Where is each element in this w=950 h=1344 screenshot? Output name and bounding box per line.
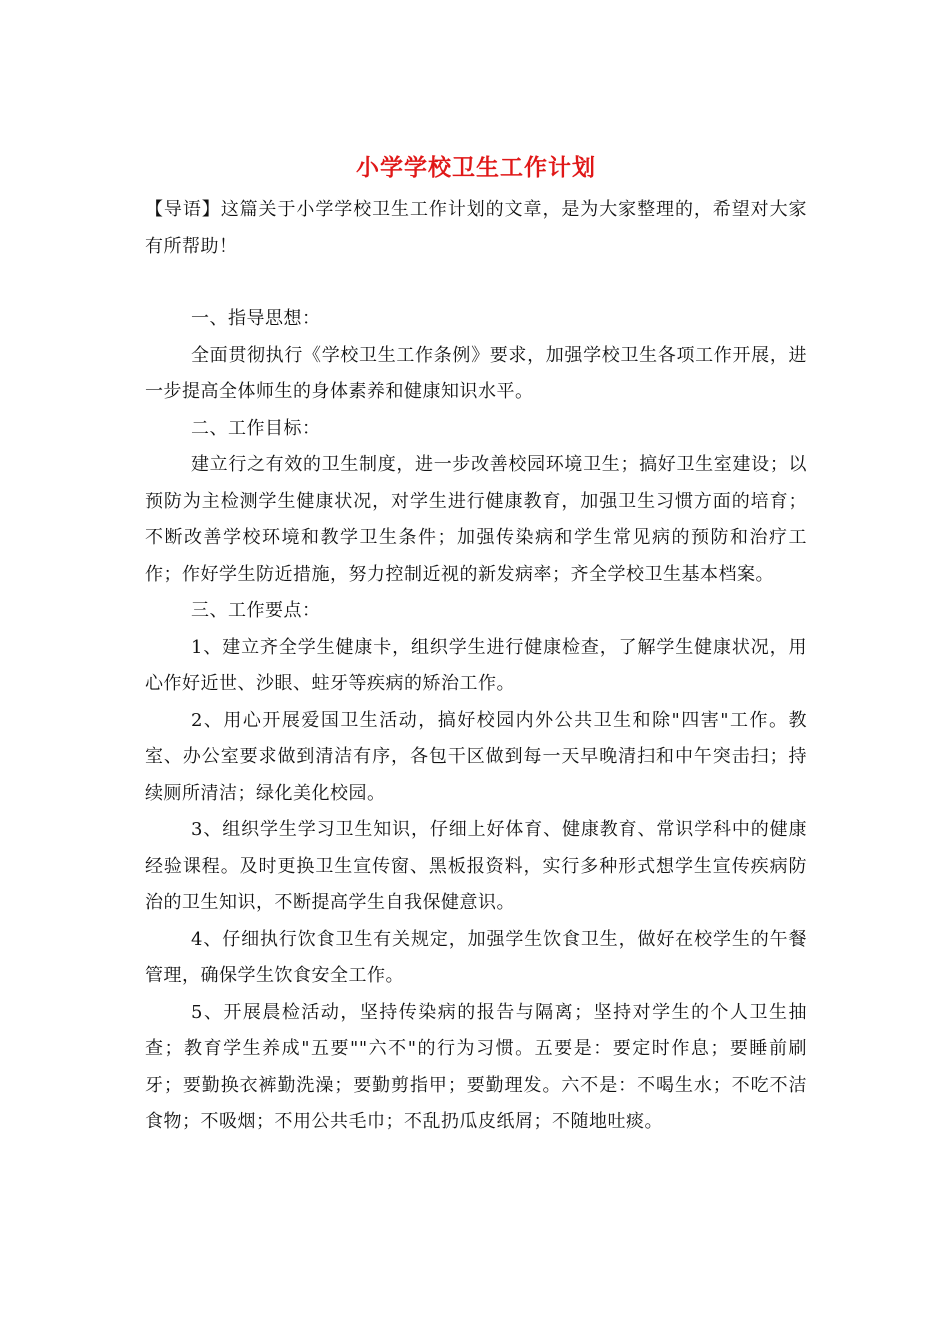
work-point-item: 5、开展晨检活动，坚持传染病的报告与隔离；坚持对学生的个人卫生抽查；教育学生养成"五要""六不"的行为习惯。五要是：要定时作息；要睡前刷牙；要勤换衣裤勤洗澡；要勤剪指甲；要勤理发。六不是：不喝生水；不吃不洁食物；不吸烟；不用公共毛巾；不乱扔瓜皮纸屑；不随地吐痰。 xyxy=(145,1001,807,1132)
document-page xyxy=(145,148,807,1141)
section-body-guiding-ideology: 全面贯彻执行《学校卫生工作条例》要求，加强学校卫生各项工作开展，进一步提高全体师生的身体素养和健康知识水平。 xyxy=(145,344,807,402)
work-point-item: 1、建立齐全学生健康卡，组织学生进行健康检查，了解学生健康状况，用心作好近世、沙眼、蛀牙等疾病的矫治工作。 xyxy=(145,636,807,694)
section-heading-work-points: 三、工作要点： xyxy=(191,600,321,621)
document-title: 小学学校卫生工作计划 xyxy=(356,154,596,181)
work-point-item: 2、用心开展爱国卫生活动，搞好校园内外公共卫生和除"四害"工作。教室、办公室要求做到清洁有序，各包干区做到每一天早晚清扫和中午突击扫；持续厕所清洁；绿化美化校园。 xyxy=(145,709,807,804)
section-body-work-goals: 建立行之有效的卫生制度，进一步改善校园环境卫生；搞好卫生室建设；以预防为主检测学生健康状况，对学生进行健康教育，加强卫生习惯方面的培育；不断改善学校环境和教学卫生条件；加强传染病和学生常见病的预防和治疗工作；作好学生防近措施，努力控制近视的新发病率；齐全学校卫生基本档案。 xyxy=(145,454,807,585)
section-heading-guiding-ideology: 一、指导思想： xyxy=(191,308,321,329)
intro-paragraph: 【导语】这篇关于小学学校卫生工作计划的文章，是为大家整理的，希望对大家有所帮助！ xyxy=(145,199,807,257)
blank-line xyxy=(145,265,807,301)
work-point-item: 3、组织学生学习卫生知识，仔细上好体育、健康教育、常识学科中的健康经验课程。及时更换卫生宣传窗、黑板报资料，实行多种形式想学生宣传疾病防治的卫生知识，不断提高学生自我保健意识。 xyxy=(145,819,807,913)
work-point-item: 4、仔细执行饮食卫生有关规定，加强学生饮食卫生，做好在校学生的午餐管理，确保学生饮食安全工作。 xyxy=(145,928,807,986)
section-heading-work-goals: 二、工作目标： xyxy=(191,417,321,439)
